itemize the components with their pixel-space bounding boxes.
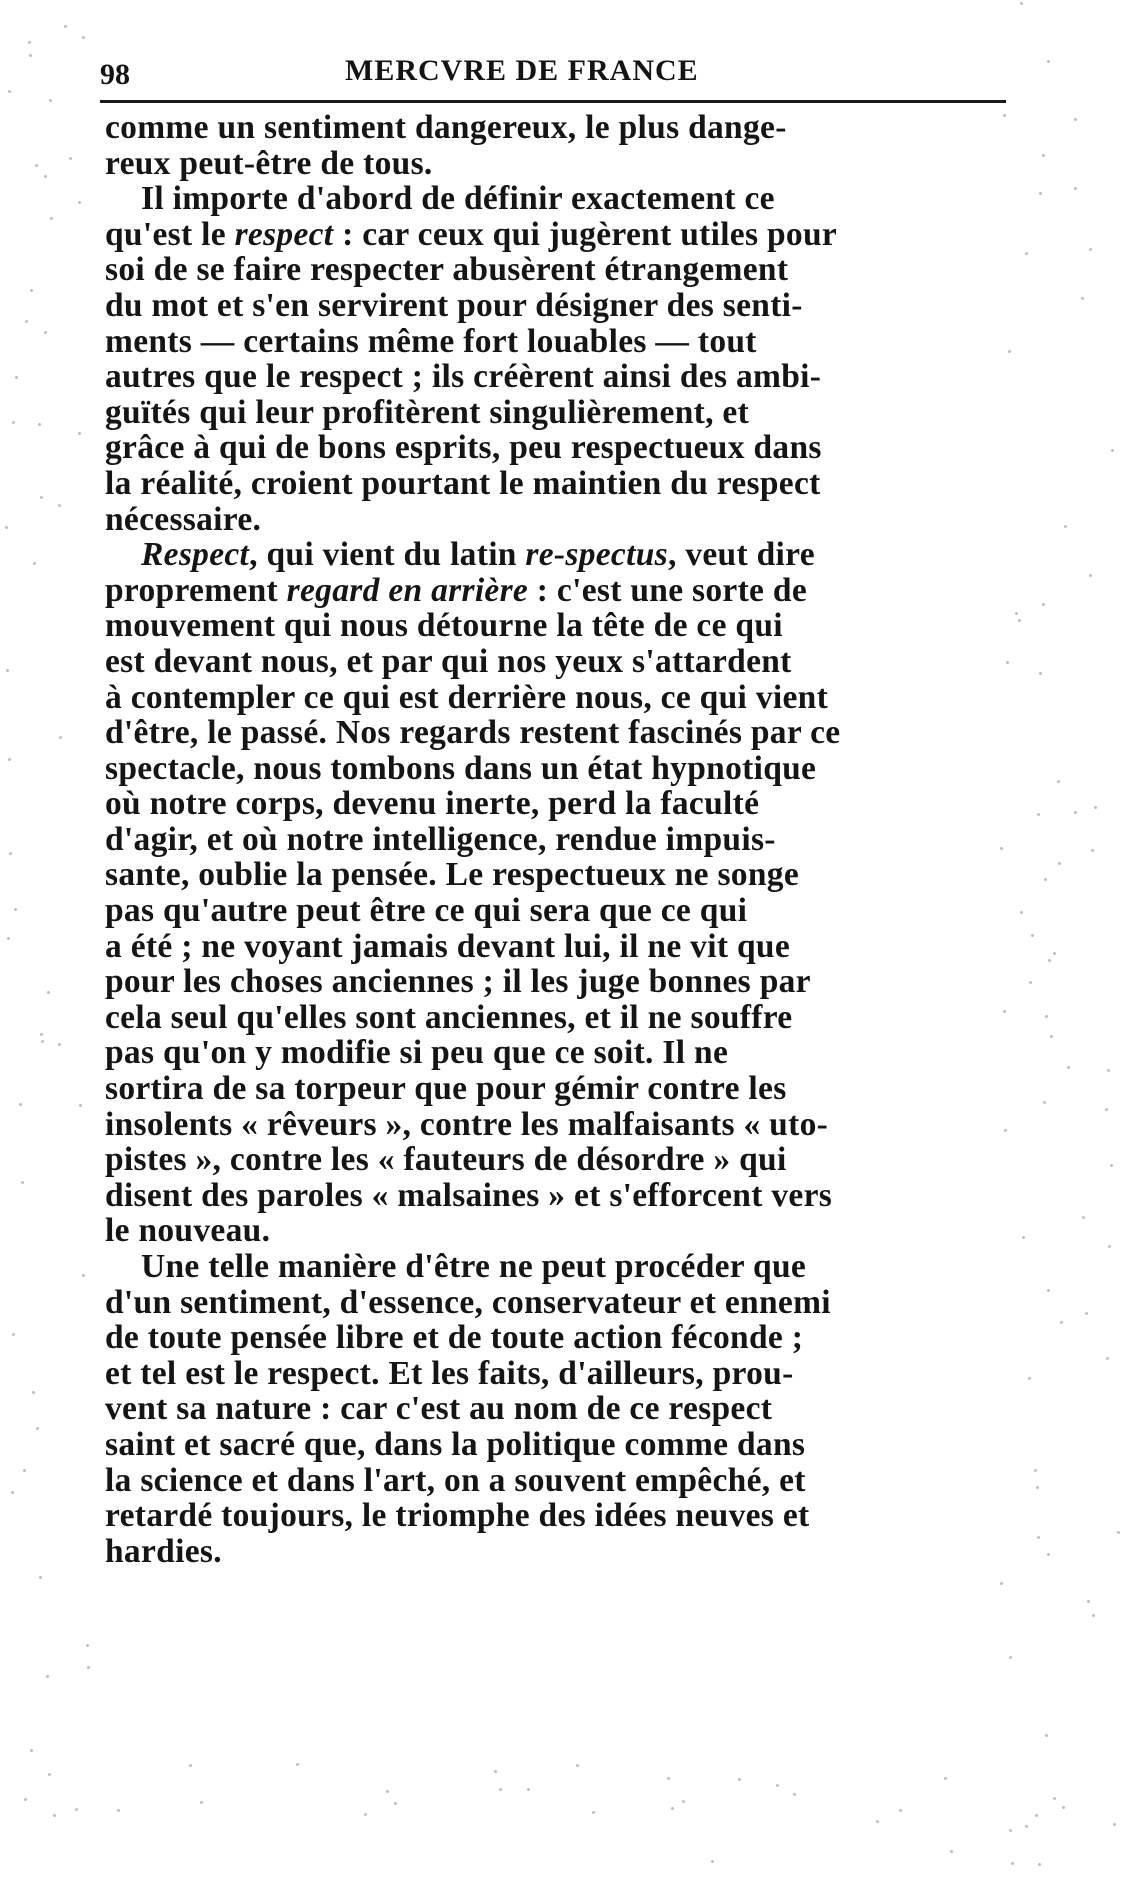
speckle [189, 1764, 192, 1767]
speckle [1011, 1862, 1014, 1865]
text-run: et tel est le respect. Et les faits, d'ailleurs, prou- [105, 1354, 794, 1392]
speckle [14, 908, 17, 911]
text-run: hardies. [105, 1532, 222, 1570]
speckle [1091, 849, 1094, 852]
text-line [105, 502, 1065, 538]
speckle [78, 201, 81, 204]
speckle [44, 331, 47, 334]
text-line [105, 644, 1065, 680]
speckle [738, 1778, 741, 1781]
text-line [105, 1320, 1065, 1356]
text-run: à contempler ce qui est derrière nous, ce qui vient [105, 678, 829, 716]
speckle [33, 562, 36, 565]
text-line [105, 1142, 1065, 1178]
speckle [50, 217, 53, 220]
speckle [12, 1333, 15, 1336]
speckle [8, 758, 11, 761]
text-line [105, 1035, 1065, 1071]
speckle [39, 1576, 42, 1579]
text-line [105, 1498, 1065, 1534]
speckle [25, 320, 28, 323]
text-line [105, 395, 1065, 431]
speckle [1074, 118, 1077, 121]
text-run: du mot et s'en servirent pour désigner des senti- [105, 286, 803, 324]
speckle [1110, 1164, 1113, 1167]
speckle [394, 1802, 397, 1805]
italic-run: re-spectus [525, 536, 668, 574]
text-line [105, 1107, 1065, 1143]
text-line [105, 893, 1065, 929]
text-run: retardé toujours, le triomphe des idées neuves et [105, 1497, 810, 1535]
text-line [105, 857, 1065, 893]
text-line [105, 1178, 1065, 1214]
text-run: , veut dire [667, 536, 815, 574]
speckle [28, 41, 31, 44]
text-line [105, 217, 1065, 253]
speckle [1111, 449, 1114, 452]
speckle [11, 1491, 14, 1494]
text-run: le nouveau. [105, 1212, 271, 1250]
speckle [87, 1666, 90, 1669]
speckle [1009, 1656, 1012, 1659]
speckle [7, 937, 10, 940]
text-line [105, 680, 1065, 716]
speckle [82, 36, 85, 39]
speckle [364, 1813, 367, 1816]
text-line [105, 252, 1065, 288]
speckle [776, 1784, 779, 1787]
text-run: d'agir, et où notre intelligence, rendue impuis- [105, 820, 776, 858]
speckle [23, 1469, 26, 1472]
paragraph [105, 110, 1065, 181]
text-run: grâce à qui de bons esprits, peu respectueux dans [105, 429, 822, 467]
speckle [1045, 1734, 1048, 1737]
text-run: pistes », contre les « fauteurs de désordre » qui [105, 1141, 787, 1179]
text-line [105, 573, 1065, 609]
text-run: insolents « rêveurs », contre les malfaisants « uto- [105, 1105, 829, 1143]
speckle [944, 1777, 947, 1780]
text-line [105, 751, 1065, 787]
text-line [105, 715, 1065, 751]
text-run: cela seul qu'elles sont anciennes, et il ne souffre [105, 998, 793, 1036]
speckle [38, 423, 41, 426]
text-line [105, 146, 1065, 182]
speckle [1025, 1825, 1028, 1828]
text-line [105, 1463, 1065, 1499]
speckle [527, 1788, 530, 1791]
speckle [682, 1800, 685, 1803]
speckle [1009, 1829, 1012, 1832]
text-run: la science et dans l'art, on a souvent empêché, et [105, 1461, 806, 1499]
speckle [58, 1043, 61, 1046]
speckle [44, 175, 47, 178]
speckle [1020, 2, 1023, 5]
text-run: spectacle, nous tombons dans un état hypnotique [105, 749, 817, 787]
text-line [105, 1213, 1065, 1249]
text-run: pas qu'on y modifie si peu que ce soit. Il ne [105, 1034, 729, 1072]
speckle [1085, 1312, 1088, 1315]
speckle [1062, 1806, 1065, 1809]
text-line [105, 786, 1065, 822]
speckle [1089, 248, 1092, 251]
text-line [105, 181, 1065, 217]
text-line [105, 1427, 1065, 1463]
italic-run: respect [234, 215, 334, 253]
text-run: comme un sentiment dangereux, le plus dange- [105, 109, 787, 146]
text-line [105, 324, 1065, 360]
text-line [105, 822, 1065, 858]
speckle [1117, 1531, 1120, 1534]
text-run: qu'est le [105, 215, 235, 253]
speckle [1074, 187, 1077, 190]
text-run: autres que le respect ; ils créèrent ainsi des ambi- [105, 358, 822, 396]
speckle [6, 669, 9, 672]
speckle [49, 99, 52, 102]
speckle [59, 736, 62, 739]
text-run: mouvement qui nous détourne la tête de ce qui [105, 607, 783, 645]
speckle [30, 1749, 33, 1752]
speckle [876, 1820, 879, 1823]
paragraph [105, 181, 1065, 537]
text-line [105, 1391, 1065, 1427]
speckle [1038, 1863, 1041, 1866]
speckle [5, 526, 8, 529]
text-run: où notre corps, devenu inerte, perd la faculté [105, 785, 760, 823]
text-run: nécessaire. [105, 500, 262, 538]
speckle [86, 1644, 89, 1647]
speckle [29, 54, 32, 57]
italic-run: Respect [141, 536, 250, 574]
speckle [15, 376, 18, 379]
paragraph [105, 1249, 1065, 1569]
text-run: disent des paroles « malsaines » et s'efforcent vers [105, 1176, 833, 1214]
text-run: , qui vient du latin [249, 536, 526, 574]
speckle [711, 1860, 714, 1863]
text-run: est devant nous, et par qui nos yeux s'attardent [105, 642, 792, 680]
journal-title: MERCVRE DE FRANCE [345, 54, 699, 87]
speckle [82, 1274, 85, 1277]
text-line [105, 964, 1065, 1000]
text-run: guïtés qui leur profitèrent singulièrement, et [105, 393, 750, 431]
speckle [47, 991, 50, 994]
text-run: ments — certains même fort louables — tout [105, 322, 757, 360]
text-line [105, 608, 1065, 644]
text-run: sortira de sa torpeur que pour gémir contre les [105, 1070, 787, 1108]
speckle [1108, 1245, 1111, 1248]
text-run: proprement [105, 571, 287, 609]
header-rule [100, 100, 1006, 103]
speckle [35, 164, 38, 167]
text-line [105, 110, 1065, 146]
speckle [296, 1763, 299, 1766]
speckle [75, 1808, 78, 1811]
speckle [386, 1790, 389, 1793]
speckle [1105, 1108, 1108, 1111]
speckle [667, 1777, 670, 1780]
text-run: d'être, le passé. Nos regards restent fascinés par ce [105, 714, 841, 752]
speckle [1087, 1600, 1090, 1603]
speckle [40, 496, 43, 499]
speckle [32, 1391, 35, 1394]
text-run: : car ceux qui jugèrent utiles pour [333, 215, 838, 253]
text-run: a été ; ne voyant jamais devant lui, il ne vit que [105, 927, 790, 965]
speckle [21, 1181, 24, 1184]
speckle [1089, 574, 1092, 577]
speckle [58, 504, 61, 507]
speckle [36, 1427, 39, 1430]
speckle [41, 1040, 44, 1043]
speckle [200, 1801, 203, 1804]
text-run: de toute pensée libre et de toute action féconde ; [105, 1319, 804, 1357]
text-line [105, 929, 1065, 965]
text-run: reux peut-être de tous. [105, 144, 433, 182]
speckle [1000, 1582, 1003, 1585]
text-run: Une telle manière d'être ne peut procéder que [141, 1248, 807, 1285]
speckle [1106, 1357, 1109, 1360]
speckle [899, 1809, 902, 1812]
text-run: saint et sacré que, dans la politique comme dans [105, 1425, 806, 1463]
text-line [105, 288, 1065, 324]
text-run: sante, oublie la pensée. Le respectueux ne songe [105, 856, 800, 894]
speckle [950, 1850, 953, 1853]
text-run: pas qu'autre peut être ce qui sera que ce qui [105, 892, 748, 930]
speckle [12, 421, 15, 424]
speckle [1047, 60, 1050, 63]
speckle [499, 1788, 502, 1791]
text-run: d'un sentiment, d'essence, conservateur et ennemi [105, 1283, 831, 1321]
speckle [1067, 1066, 1070, 1069]
speckle [1081, 297, 1084, 300]
speckle [40, 1033, 43, 1036]
text-run: la réalité, croient pourtant le maintien du respect [105, 464, 821, 502]
speckle [69, 157, 72, 160]
text-line [105, 1249, 1065, 1285]
italic-run: regard en arrière [286, 571, 529, 609]
text-line [105, 1071, 1065, 1107]
speckle [576, 1764, 579, 1767]
speckle [117, 1809, 120, 1812]
speckle [1035, 1814, 1038, 1817]
speckle [79, 1104, 82, 1107]
speckle [1113, 1823, 1116, 1826]
speckle [19, 1103, 22, 1106]
article-text [105, 110, 1065, 1569]
text-run: pour les choses anciennes ; il les juge bonnes par [105, 963, 811, 1001]
text-line [105, 1000, 1065, 1036]
speckle [592, 1811, 595, 1814]
text-line [105, 1356, 1065, 1392]
paragraph [105, 537, 1065, 1249]
speckle [46, 1675, 49, 1678]
speckle [78, 432, 81, 435]
text-line [105, 1534, 1065, 1570]
text-line [105, 537, 1065, 573]
speckle [24, 1798, 27, 1801]
text-run: vent sa nature : car c'est au nom de ce respect [105, 1390, 773, 1428]
text-line [105, 359, 1065, 395]
text-run: : c'est une sorte de [528, 571, 807, 609]
speckle [48, 1773, 51, 1776]
speckle [64, 25, 67, 28]
text-line [105, 1285, 1065, 1321]
speckle [1053, 1797, 1056, 1800]
speckle [1107, 1069, 1110, 1072]
speckle [30, 289, 33, 292]
speckle [1094, 806, 1097, 809]
running-head [100, 50, 1010, 96]
speckle [671, 1807, 674, 1810]
text-line [105, 430, 1065, 466]
text-line [105, 466, 1065, 502]
text-run: Il importe d'abord de définir exactement ce [141, 180, 775, 218]
speckle [1074, 811, 1077, 814]
text-run: soi de se faire respecter abusèrent étrangement [105, 251, 789, 289]
speckle [494, 1770, 497, 1773]
speckle [793, 1793, 796, 1796]
speckle [1092, 1614, 1095, 1617]
speckle [53, 1814, 56, 1817]
speckle [8, 90, 11, 93]
page-number: 98 [100, 58, 130, 91]
speckle [1082, 1216, 1085, 1219]
speckle [9, 852, 12, 855]
